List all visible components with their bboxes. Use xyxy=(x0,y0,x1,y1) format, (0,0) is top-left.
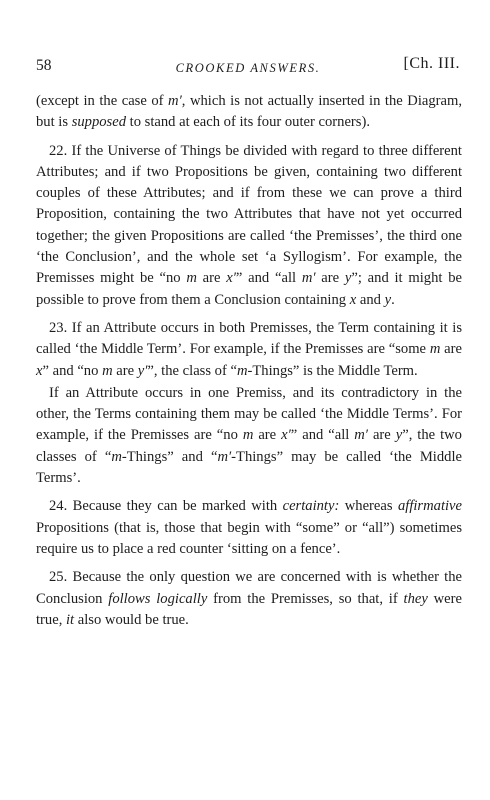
text-run: to stand at each of its four outer corners). xyxy=(126,114,370,131)
text-run: are xyxy=(440,341,463,358)
text-run: -Things” may be called ‘the Middle Terms’. xyxy=(36,448,462,487)
italic-text: x xyxy=(349,291,357,308)
paragraph-22 xyxy=(36,141,462,311)
running-title: CROOKED ANSWERS. xyxy=(175,61,321,75)
italic-text: m xyxy=(242,427,254,444)
text-run: whereas xyxy=(339,498,398,515)
paragraph-24 xyxy=(36,496,462,560)
italic-text: x xyxy=(36,362,43,379)
italic-text: x′ xyxy=(226,270,236,287)
text-run: (except in the case of xyxy=(36,93,169,109)
text-run: are xyxy=(112,362,138,379)
italic-text: y xyxy=(384,291,392,308)
text-run: 25. Because the only question we are concerned with is whether the Conclusion xyxy=(36,569,462,607)
text-run: Propositions (that is, those that begin with “some” or “all”) sometimes require us to place a red counter ‘sitting on a fence’. xyxy=(36,519,462,557)
text-run: , which is not actually inserted in the Diagram, but is xyxy=(36,93,462,131)
italic-text: m′ xyxy=(354,427,368,444)
chapter-label: [Ch. III. xyxy=(403,55,460,72)
italic-text: m xyxy=(236,362,248,379)
italic-text: y xyxy=(344,270,352,287)
text-run: from the Premisses, so that, if xyxy=(207,590,404,607)
italic-text: it xyxy=(66,611,75,628)
italic-text: they xyxy=(403,590,428,607)
text-run: also would be true. xyxy=(74,611,189,628)
text-run: 24. Because they can be marked with xyxy=(49,498,283,515)
italic-text: m′ xyxy=(168,93,182,109)
text-run: ” and “all xyxy=(290,427,355,444)
paragraph-23 xyxy=(36,318,462,382)
italic-text: y′ xyxy=(137,362,148,379)
italic-text: supposed xyxy=(71,114,127,131)
text-run: are xyxy=(253,427,282,444)
italic-text: certainty: xyxy=(282,498,340,515)
text-run: 23. If an Attribute occurs in both Premisses, the Term containing it is called ‘the Middle Term’. For example, if the Premisses are “some xyxy=(36,319,462,358)
text-run: 22. If the Universe of Things be divided with regard to three different Attributes; and if two Propositions be given, containing two different couples of these Attributes; and if from these we can prove a third Proposition, containing the two Attributes that have not yet occurred together; the given Propositions are called ‘the Premisses’, the third one ‘the Conclusion’, and the whole set ‘a Syllogism’. For example, the Premisses might be “no xyxy=(36,142,462,287)
page-body xyxy=(36,91,462,631)
italic-text: affirmative xyxy=(397,498,463,515)
italic-text: m xyxy=(102,362,113,379)
text-run: If an Attribute occurs in one Premiss, and its contradictory in the other, the Terms containing them may be called ‘the Middle Terms’. For example, if the Premisses are “no xyxy=(36,384,462,444)
text-run: ” and “no xyxy=(42,362,103,379)
text-run: are xyxy=(196,270,227,287)
text-run: are xyxy=(368,427,396,444)
running-header xyxy=(36,53,460,79)
italic-text: m′ xyxy=(301,270,316,287)
text-run: and xyxy=(356,291,385,308)
text-run: -Things” and “ xyxy=(121,448,218,465)
text-run: ”, the class of “ xyxy=(147,362,237,379)
italic-text: y xyxy=(395,427,403,444)
text-run: ”; and it might be possible to prove from them a Conclusion containing xyxy=(36,270,462,308)
text-run: are xyxy=(315,270,345,287)
text-run: -Things” is the Middle Term. xyxy=(247,362,418,379)
italic-text: m′ xyxy=(217,448,232,465)
italic-text: x′ xyxy=(281,427,291,444)
italic-text: m xyxy=(186,270,197,287)
italic-text: m xyxy=(111,448,122,465)
text-run: ”, the two classes of “ xyxy=(36,427,462,465)
text-run: ” and “all xyxy=(235,270,302,287)
paragraph-25 xyxy=(36,567,462,631)
italic-text: m xyxy=(429,341,441,358)
text-run: were true, xyxy=(36,590,462,628)
paragraph-continuation xyxy=(36,91,462,134)
paragraph-23-continued xyxy=(36,383,462,489)
text-run: . xyxy=(391,291,395,308)
page-number: 58 xyxy=(36,57,52,74)
italic-text: follows logically xyxy=(108,590,208,607)
